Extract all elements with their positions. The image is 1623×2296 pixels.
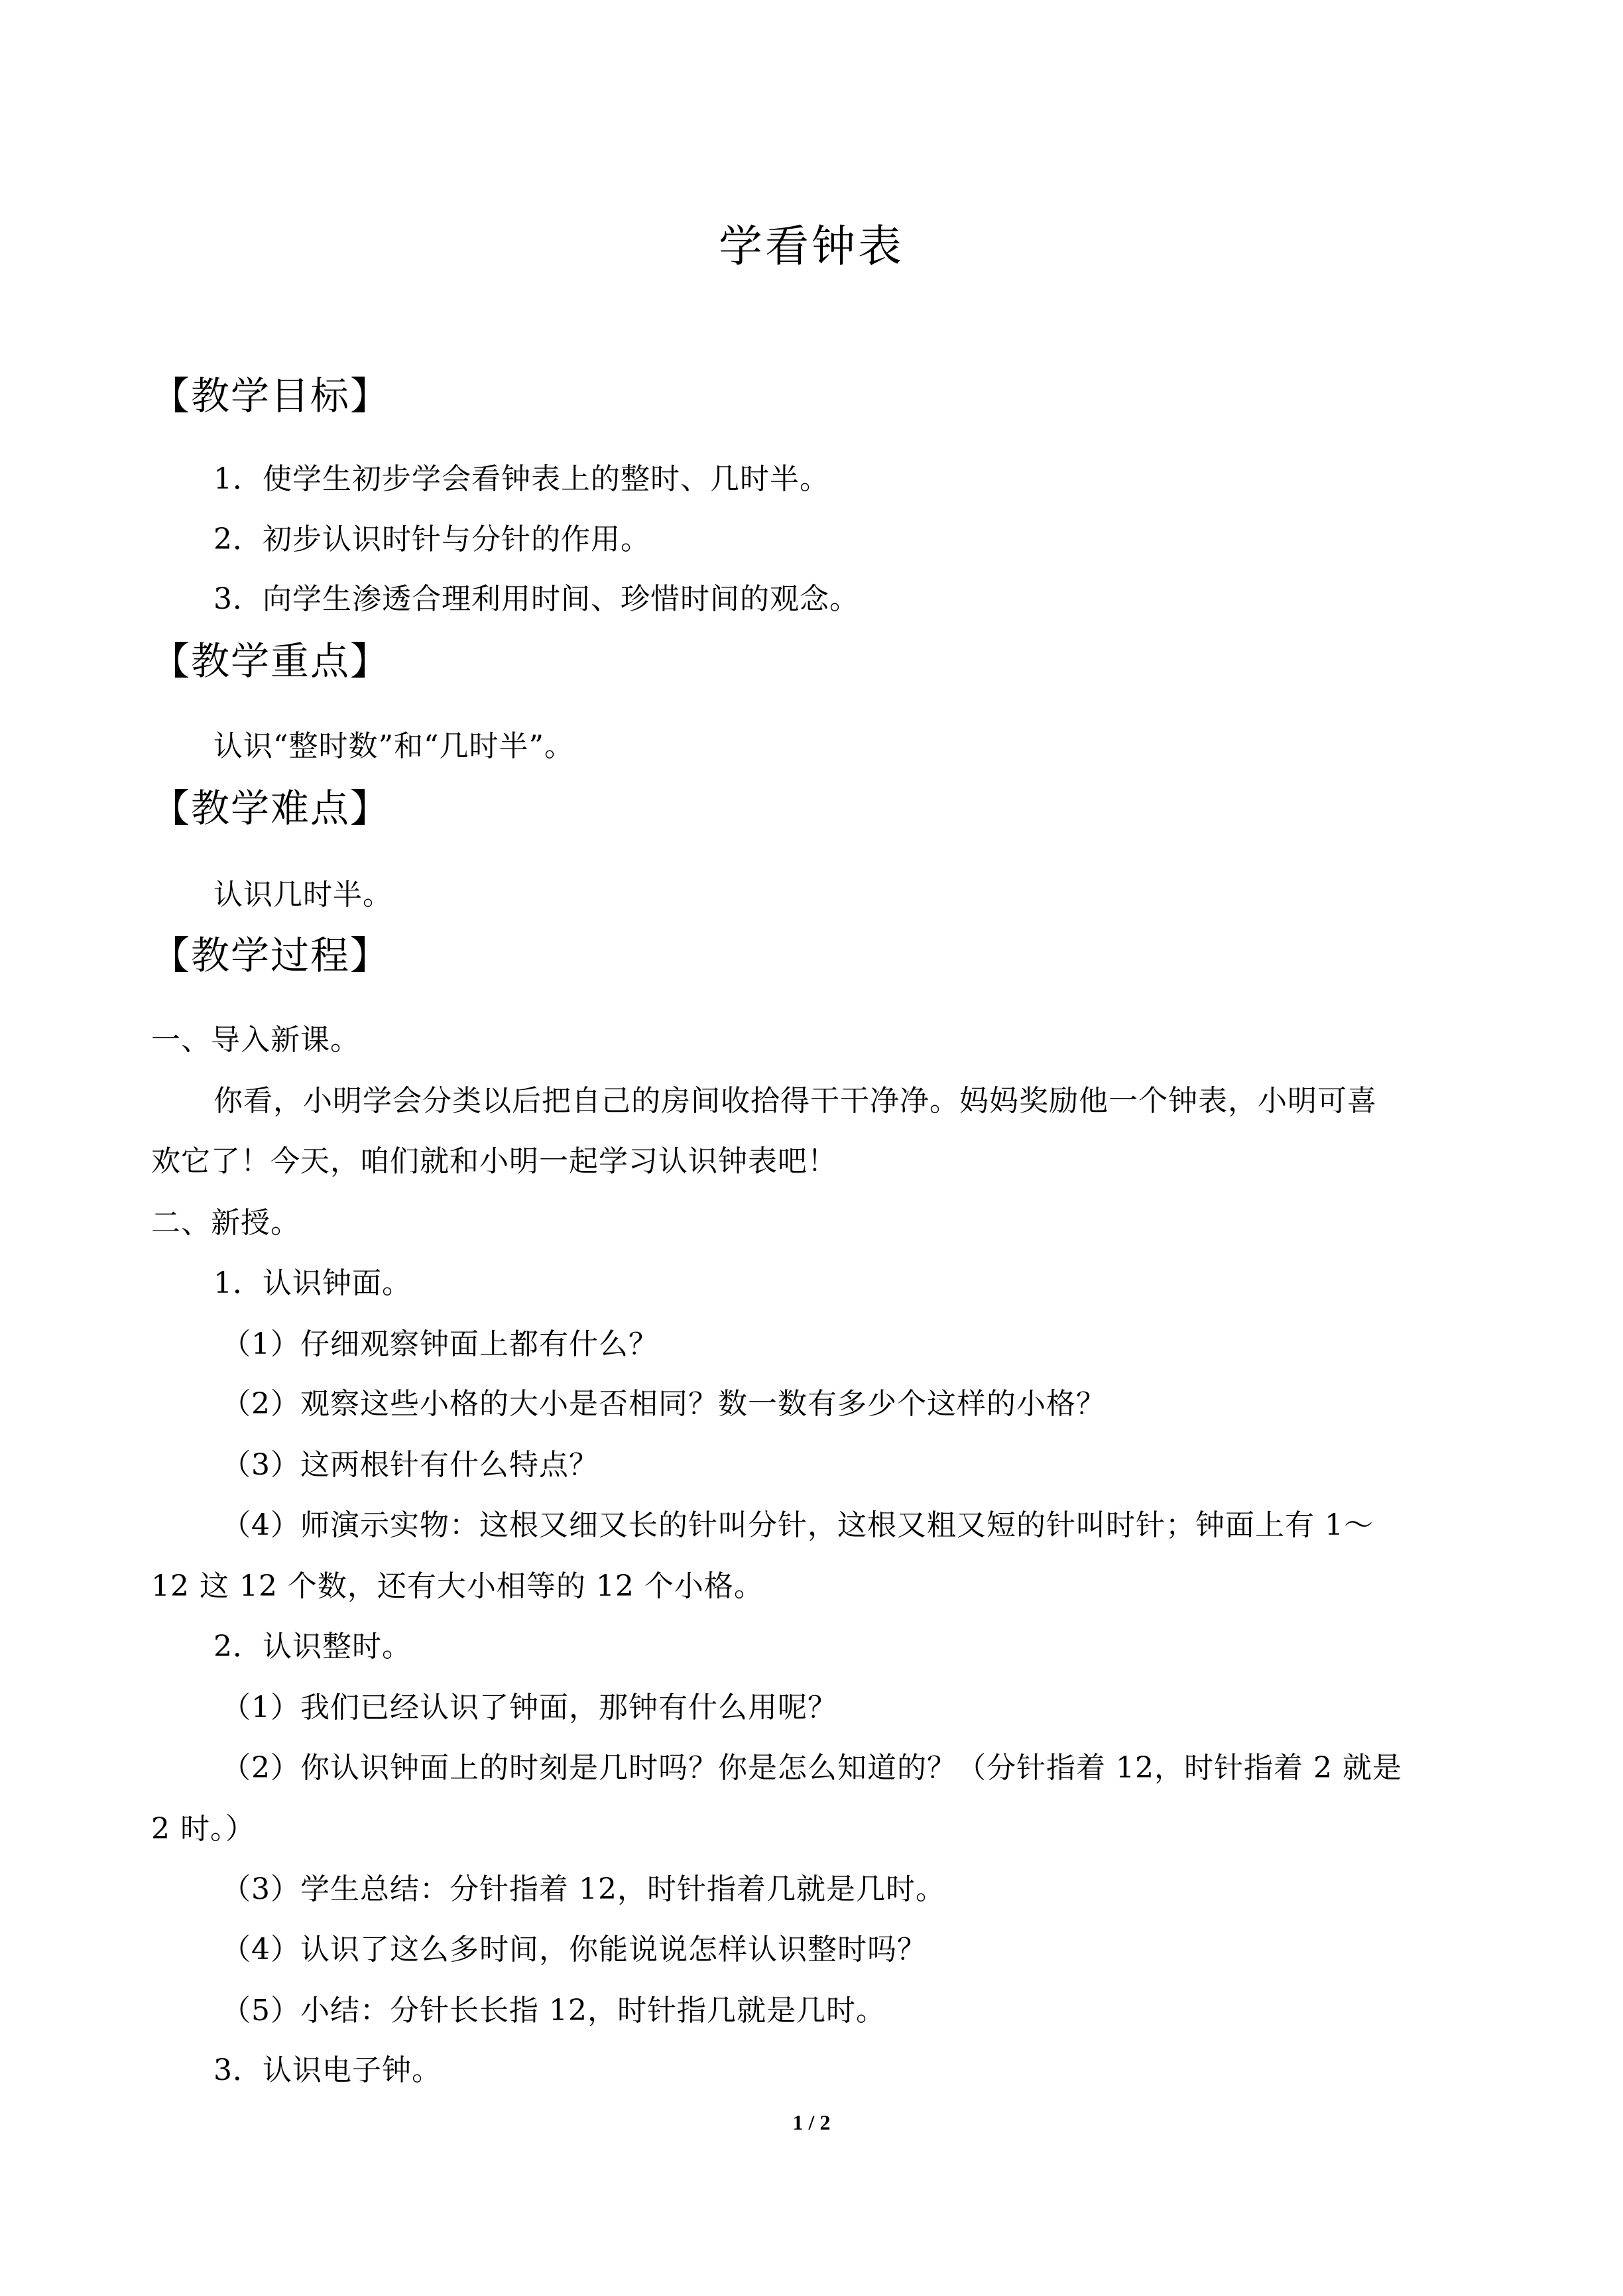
- subsection-2-question-2-line-2: 2 时。）: [151, 1812, 255, 1846]
- heading-teaching-goals: 【教学目标】: [151, 373, 391, 418]
- goal-item-1: 1．使学生初步学会看钟表上的整时、几时半。: [213, 462, 829, 496]
- part1-title: 一、导入新课。: [151, 1023, 360, 1057]
- goal-item-2: 2．初步认识时针与分针的作用。: [213, 522, 650, 556]
- subsection-1-question-4-line-2: 12 这 12 个数，还有大小相等的 12 个小格。: [151, 1569, 764, 1603]
- difficulties-text: 认识几时半。: [213, 878, 392, 912]
- heading-teaching-process: 【教学过程】: [151, 933, 391, 978]
- part1-paragraph-line-1: 你看，小明学会分类以后把自己的房间收拾得干干净净。妈妈奖励他一个钟表，小明可喜: [213, 1084, 1377, 1118]
- subsection-2-question-1: （1）我们已经认识了钟面，那钟有什么用呢？: [221, 1691, 837, 1724]
- subsection-2-question-5: （5）小结：分针长长指 12，时针指几就是几时。: [221, 1994, 886, 2027]
- heading-key-points: 【教学重点】: [151, 638, 391, 684]
- heading-difficulties: 【教学难点】: [151, 786, 391, 831]
- subsection-2-question-3: （3）学生总结：分针指着 12，时针指着几就是几时。: [221, 1872, 945, 1906]
- part2-title: 二、新授。: [151, 1206, 300, 1240]
- subsection-3-title: 3．认识电子钟。: [213, 2053, 442, 2087]
- key-points-text: 认识“整时数”和“几时半”。: [213, 729, 574, 763]
- subsection-1-question-4-line-1: （4）师演示实物：这根又细又长的针叫分针，这根又粗又短的针叫时针；钟面上有 1～: [221, 1508, 1374, 1542]
- subsection-2-question-4: （4）认识了这么多时间，你能说说怎样认识整时吗？: [221, 1933, 927, 1966]
- subsection-1-title: 1．认识钟面。: [213, 1266, 412, 1300]
- page-number: 1 / 2: [792, 2110, 831, 2134]
- part1-paragraph-line-2: 欢它了！今天，咱们就和小明一起学习认识钟表吧！: [151, 1144, 837, 1178]
- goal-item-3: 3．向学生渗透合理利用时间、珍惜时间的观念。: [213, 582, 859, 616]
- subsection-2-title: 2．认识整时。: [213, 1630, 412, 1663]
- subsection-1-question-1: （1）仔细观察钟面上都有什么？: [221, 1327, 658, 1361]
- subsection-1-question-3: （3）这两根针有什么特点？: [221, 1448, 599, 1482]
- subsection-1-question-2: （2）观察这些小格的大小是否相同？数一数有多少个这样的小格？: [221, 1387, 1106, 1421]
- page-title: 学看钟表: [719, 221, 904, 272]
- subsection-2-question-2-line-1: （2）你认识钟面上的时刻是几时吗？你是怎么知道的？（分针指着 12，时针指着 2 就是: [221, 1751, 1402, 1785]
